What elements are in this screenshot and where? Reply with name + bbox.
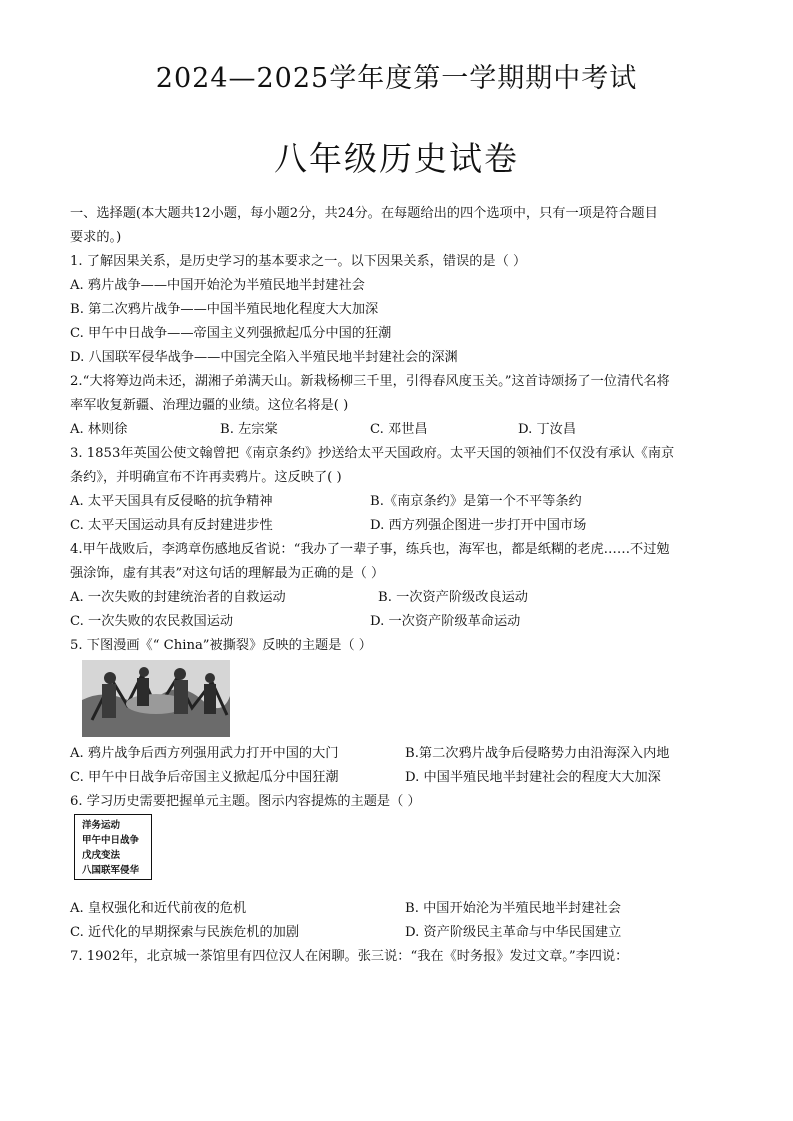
question-3-stem-cont: 条约》，并明确宣布不许再卖鸦片。这反映了( )	[70, 470, 342, 485]
question-3-option-a: A. 太平天国具有反侵略的抗争精神	[70, 494, 273, 509]
question-3-stem: 3. 1853年英国公使文翰曾把《南京条约》抄送给太平天国政府。太平天国的领袖们不仅没有承认《南京	[70, 446, 675, 461]
question-3-option-c: C. 太平天国运动具有反封建进步性	[70, 518, 273, 533]
question-2-option-d: D. 丁汝昌	[518, 422, 577, 437]
question-2-option-a: A. 林则徐	[70, 422, 128, 437]
exam-subtitle: 八年级历史试卷	[274, 139, 519, 178]
topic-item: 洋务运动	[82, 820, 121, 831]
topic-item: 八国联军侵华	[82, 865, 140, 876]
unit-topic-box	[74, 814, 152, 880]
topic-item: 戊戌变法	[82, 850, 121, 861]
question-2-stem-cont: 率军收复新疆、治理边疆的业绩。这位名将是( )	[70, 398, 349, 413]
question-4-option-b: B. 一次资产阶级改良运动	[378, 590, 528, 605]
question-7-stem: 7. 1902年，北京城一茶馆里有四位汉人在闲聊。张三说：“我在《时务报》发过文章。”李四说：	[70, 949, 629, 964]
question-5-option-b: B.第二次鸦片战争后侵略势力由沿海深入内地	[405, 746, 670, 761]
question-5-stem: 5. 下图漫画《“ China”被撕裂》反映的主题是（ ）	[70, 638, 372, 653]
question-1-option-a: A. 鸦片战争——中国开始沦为半殖民地半封建社会	[70, 278, 365, 293]
question-5-option-a: A. 鸦片战争后西方列强用武力打开中国的大门	[70, 746, 339, 761]
question-2-stem: 2.“大将筹边尚未还，湖湘子弟满天山。新栽杨柳三千里，引得春风度玉关。”这首诗颂扬了一位清代名将	[70, 374, 670, 389]
question-4-option-a: A. 一次失败的封建统治者的自救运动	[70, 590, 286, 605]
topic-item: 甲午中日战争	[82, 835, 140, 846]
question-4-stem: 4.甲午战败后，李鸿章伤感地反省说：“我办了一辈子事，练兵也，海军也，都是纸糊的老虎……不过勉	[70, 542, 670, 557]
question-4-option-d: D. 一次资产阶级革命运动	[370, 614, 521, 629]
question-5-option-c: C. 甲午中日战争后帝国主义掀起瓜分中国狂潮	[70, 770, 339, 785]
question-1-option-d: D. 八国联军侵华战争——中国完全陷入半殖民地半封建社会的深渊	[70, 350, 458, 365]
section-intro: 一、选择题(本大题共12小题，每小题2分，共24分。在每题给出的四个选项中，只有一项是符合题目	[70, 206, 658, 221]
question-4-stem-cont: 强涂饰，虚有其表”对这句话的理解最为正确的是（ ）	[70, 566, 385, 581]
question-6-option-b: B. 中国开始沦为半殖民地半封建社会	[405, 901, 621, 916]
question-6-stem: 6. 学习历史需要把握单元主题。图示内容提炼的主题是（ ）	[70, 794, 421, 809]
question-3-option-b: B.《南京条约》是第一个不平等条约	[370, 494, 582, 509]
question-6-option-d: D. 资产阶级民主革命与中华民国建立	[405, 925, 622, 940]
question-2-option-b: B. 左宗棠	[220, 422, 278, 437]
question-1-stem: 1. 了解因果关系，是历史学习的基本要求之一。以下因果关系，错误的是（ ）	[70, 254, 527, 269]
question-1-option-c: C. 甲午中日战争——帝国主义列强掀起瓜分中国的狂潮	[70, 326, 392, 341]
question-2-option-c: C. 邓世昌	[370, 422, 428, 437]
question-4-option-c: C. 一次失败的农民救国运动	[70, 614, 234, 629]
question-1-option-b: B. 第二次鸦片战争——中国半殖民地化程度大大加深	[70, 302, 379, 317]
section-intro-cont: 要求的。)	[70, 230, 122, 245]
question-6-option-c: C. 近代化的早期探索与民族危机的加剧	[70, 925, 300, 940]
exam-title: 2024—2025学年度第一学期期中考试	[155, 63, 638, 94]
question-6-option-a: A. 皇权强化和近代前夜的危机	[70, 901, 247, 916]
cartoon-image	[82, 660, 230, 737]
question-5-option-d: D. 中国半殖民地半封建社会的程度大大加深	[405, 770, 661, 785]
question-3-option-d: D. 西方列强企图进一步打开中国市场	[370, 518, 587, 533]
